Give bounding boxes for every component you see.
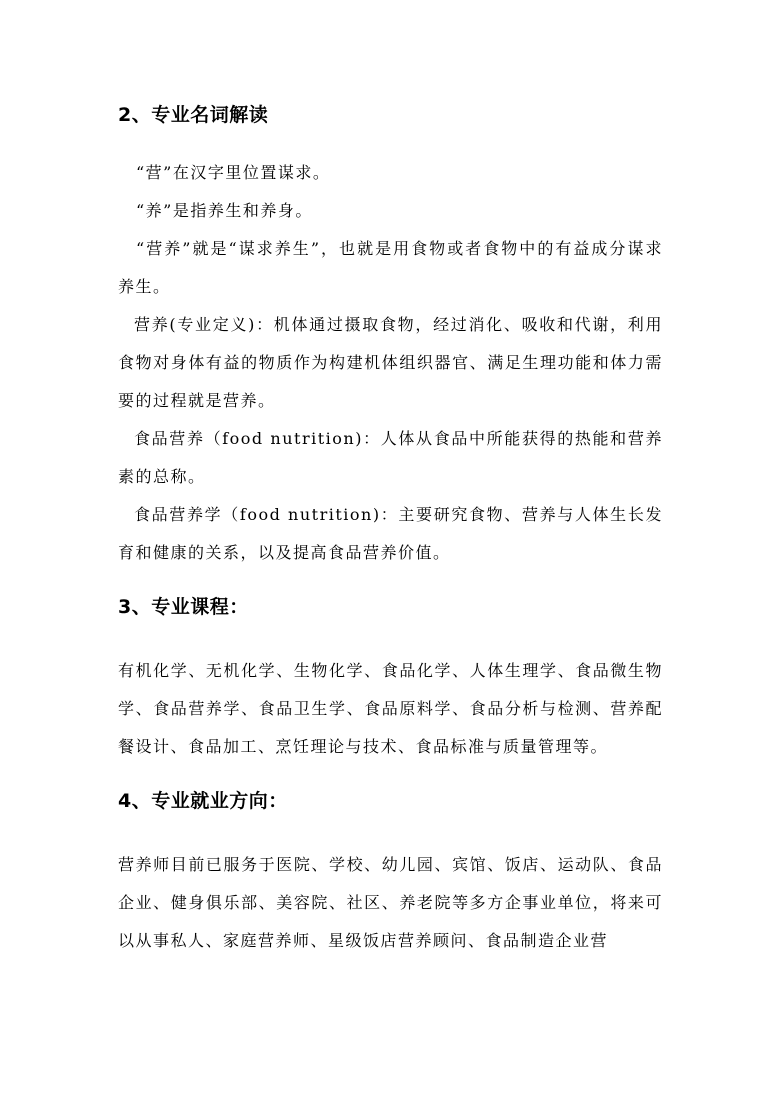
paragraph-ying: “营”在汉字里位置谋求。 — [136, 163, 331, 182]
section-heading-courses: 3、专业课程： — [118, 596, 249, 618]
paragraph-yingyang: “营养”就是“谋求养生”，也就是用食物或者食物中的有益成分谋求养生。 — [118, 239, 663, 296]
section-heading-careers: 4、专业就业方向： — [118, 790, 288, 812]
paragraph-nutrition-definition: 营养(专业定义)：机体通过摄取食物，经过消化、吸收和代谢，利用食物对身体有益的物质作为构建机体组织器官、满足生理功能和体力需要的过程就是营养。 — [118, 315, 663, 410]
paragraph-food-nutrition: 食品营养（food nutrition)：人体从食品中所能获得的热能和营养素的总称。 — [118, 429, 663, 486]
paragraph-careers: 营养师目前已服务于医院、学校、幼儿园、宾馆、饭店、运动队、食品企业、健身俱乐部、美容院、社区、养老院等多方企事业单位，将来可以从事私人、家庭营养师、星级饭店营养顾问、食品制造企业营 — [118, 855, 663, 950]
document-body — [118, 96, 663, 960]
paragraph-yang: “养”是指养生和养身。 — [136, 201, 313, 220]
section-heading-terms: 2、专业名词解读 — [118, 104, 269, 126]
paragraph-courses: 有机化学、无机化学、生物化学、食品化学、人体生理学、食品微生物学、食品营养学、食品卫生学、食品原料学、食品分析与检测、营养配餐设计、食品加工、烹饪理论与技术、食品标准与质量管理等。 — [118, 661, 663, 756]
paragraph-food-nutrition-science: 食品营养学（food nutrition)：主要研究食物、营养与人体生长发育和健康的关系，以及提高食品营养价值。 — [118, 505, 663, 562]
